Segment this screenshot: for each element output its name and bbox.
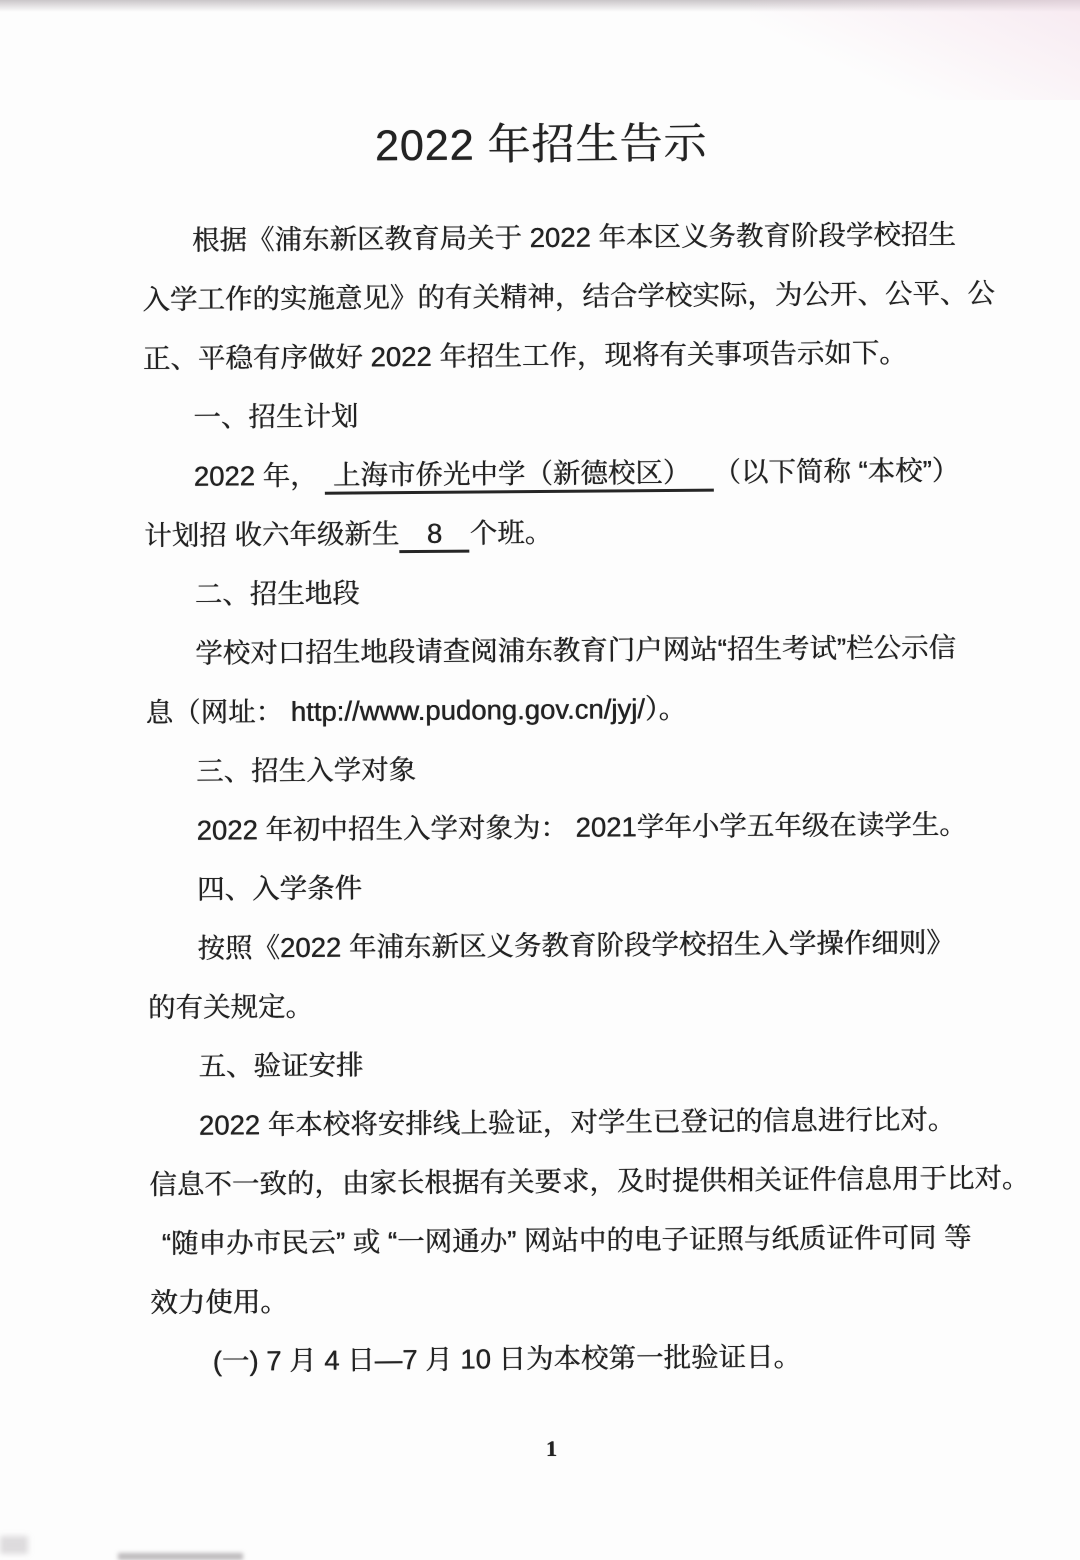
verification-line-1: 2022 年本校将安排线上验证，对学生已登记的信息进行比对。 [198, 1103, 956, 1141]
scan-artifact-bottom-smudge [118, 1553, 243, 1560]
district-line-2-with-url: 息（网址： http://www.pudong.gov.cn/jyj/）。 [145, 692, 687, 729]
enrollment-plan-line [143, 440, 1023, 506]
intro-line-1: 根据《浦东新区教育局关于 2022 年本区义务教育阶段学校招生 [191, 218, 956, 256]
class-line-suffix: 个班。 [469, 516, 553, 549]
school-name-blank: 上海市侨光中学（新德校区） [325, 457, 713, 495]
section-1-heading: 一、招生计划 [193, 400, 359, 433]
enrollment-plan-continuation [144, 499, 1024, 565]
section-5-heading: 五、验证安排 [198, 1049, 364, 1082]
section-3-heading: 三、招生入学对象 [195, 753, 417, 787]
document-title: 2022 年招生告示 [374, 119, 708, 171]
scan-artifact-corner-smudge [0, 1536, 28, 1554]
conditions-line-1: 按照《2022 年浦东新区义务教育阶段学校招生入学操作细则》 [197, 926, 954, 964]
verification-line-4: 效力使用。 [150, 1286, 288, 1319]
district-line-1: 学校对口招生地段请查阅浦东教育门户网站“招生考试”栏公示信 [194, 631, 957, 669]
verification-date-item: (一) 7 月 4 日—7 月 10 日为本校第一批验证日。 [212, 1340, 802, 1377]
plan-line-suffix: （以下简称 “本校”） [713, 454, 960, 488]
class-count-blank: 8 [399, 518, 470, 554]
plan-line-prefix: 2022 年， [193, 459, 326, 492]
section-2-heading: 二、招生地段 [194, 577, 360, 610]
page-number: 1 [545, 1435, 557, 1461]
verification-line-2: 信息不一致的，由家长根据有关要求，及时提供相关证件信息用于比对。 [149, 1162, 1030, 1201]
intro-line-3: 正、平稳有序做好 2022 年招生工作，现将有关事项告示如下。 [142, 337, 907, 375]
conditions-line-2: 的有关规定。 [147, 990, 314, 1024]
target-students-line: 2022 年初中招生入学对象为： 2021学年小学五年级在读学生。 [196, 808, 967, 846]
verification-line-3: “随申办市民云” 或 “一网通办” 网站中的电子证照与纸质证件可同 等 [161, 1221, 972, 1260]
class-line-prefix: 计划招 收六年级新生 [144, 518, 400, 552]
section-4-heading: 四、入学条件 [196, 872, 363, 905]
intro-line-2: 入学工作的实施意见》的有关精神，结合学校实际，为公开、公平、公 [142, 277, 995, 316]
document-body [2, 204, 1080, 1392]
